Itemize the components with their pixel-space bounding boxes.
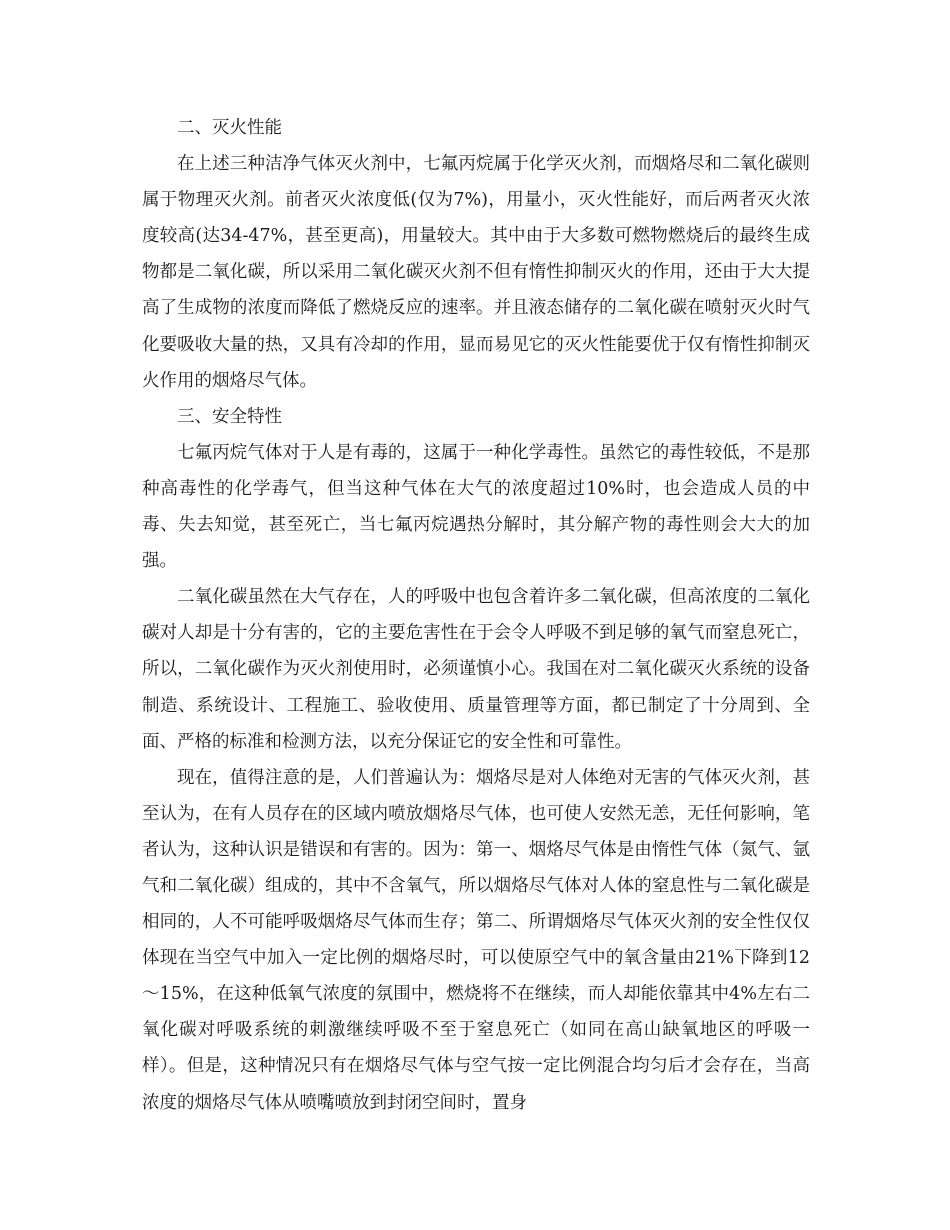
section-heading-safety-characteristics: 三、安全特性 xyxy=(177,406,282,427)
section-heading-extinguishing-performance: 二、灭火性能 xyxy=(177,118,282,138)
document-body xyxy=(142,110,810,1121)
paragraph-co2-hazard: 二氧化碳虽然在大气存在，人的呼吸中也包含着许多二氧化碳，但高浓度的二氧化碳对人却是十分有害的，它的主要危害性在于会令人呼吸不到足够的氧气而窒息死亡，所以，二氧化碳作为灭火剂使用时，必须谨慎小心。我国在对二氧化碳灭火系统的设备制造、系统设计、工程施工、验收使用、质量管理等方面，都已制定了十分周到、全面、严格的标准和检测方法，以充分保证它的安全性和可靠性。 xyxy=(142,587,810,752)
paragraph-heptafluoropropane-toxicity: 七氟丙烷气体对于人是有毒的，这属于一种化学毒性。虽然它的毒性较低，不是那种高毒性的化学毒气，但当这种气体在大气的浓度超过10%时，也会造成人员的中毒、失去知觉，甚至死亡，当七氟丙烷遇热分解时，其分解产物的毒性则会大大的加强。 xyxy=(142,442,810,572)
paragraph-inergen-misconception: 现在，值得注意的是，人们普遍认为：烟烙尽是对人体绝对无害的气体灭火剂，甚至认为，在有人员存在的区域内喷放烟烙尽气体，也可使人安然无恙，无任何影响，笔者认为，这种认识是错误和有害的。因为：第一、烟烙尽气体是由惰性气体（氮气、氩气和二氧化碳）组成的，其中不含氧气，所以烟烙尽气体对人体的窒息性与二氧化碳是相同的，人不可能呼吸烟烙尽气体而生存；第二、所谓烟烙尽气体灭火剂的安全性仅仅体现在当空气中加入一定比例的烟烙尽时，可以使原空气中的氧含量由21%下降到12～15%，在这种低氧气浓度的氛围中，燃烧将不在继续，而人却能依靠其中4%左右二氧化碳对呼吸系统的刺激继续呼吸不至于窒息死亡（如同在高山缺氧地区的呼吸一样）。但是，这种情况只有在烟烙尽气体与空气按一定比例混合均匀后才会存在，当高浓度的烟烙尽气体从喷嘴喷放到封闭空间时，置身 xyxy=(142,767,810,1113)
paragraph-extinguishing-performance: 在上述三种洁净气体灭火剂中，七氟丙烷属于化学灭火剂，而烟烙尽和二氧化碳则属于物理灭火剂。前者灭火浓度低(仅为7%)，用量小，灭火性能好，而后两者灭火浓度较高(达34-47%，甚至更高)，用量较大。其中由于大多数可燃物燃烧后的最终生成物都是二氧化碳，所以采用二氧化碳灭火剂不但有惰性抑制灭火的作用，还由于大大提高了生成物的浓度而降低了燃烧反应的速率。并且液态储存的二氧化碳在喷射灭火时气化要吸收大量的热，又具有冷却的作用，显而易见它的灭火性能要优于仅有惰性抑制灭火作用的烟烙尽气体。 xyxy=(142,154,810,391)
